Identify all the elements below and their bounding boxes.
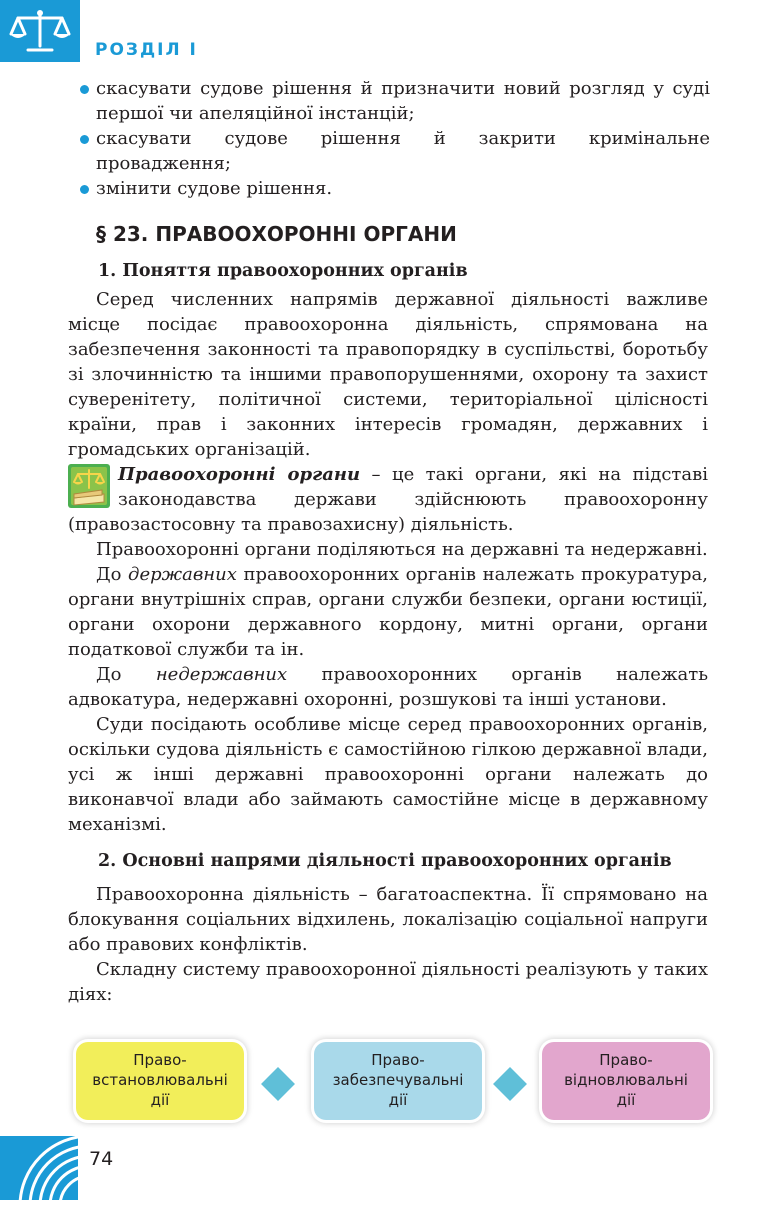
paragraph-text: До xyxy=(96,564,129,585)
diagram-box-line: відновлювальні xyxy=(564,1071,688,1089)
bullet-dot-icon xyxy=(80,85,89,94)
paragraph xyxy=(68,662,708,712)
paragraph-text: До xyxy=(96,664,156,685)
diagram-box xyxy=(542,1042,710,1120)
paragraph: Правоохоронні органи поділяються на державні та недержавні. xyxy=(96,539,708,560)
scales-icon xyxy=(8,8,72,54)
list-item xyxy=(78,76,710,126)
diagram-box-line: дії xyxy=(150,1091,170,1109)
diagram-box-line: дії xyxy=(388,1091,408,1109)
diagram-box xyxy=(314,1042,482,1120)
paragraph: Правоохоронна діяльність – багатоаспектна. Її спрямовано на блокування соціальних відхилень, локалізацію соціальної напруги або правових конфліктів. xyxy=(68,884,708,955)
definition-text: – це такі органи, які на підставі законодавства держави здійснюють правоохоронну (правозастосовну та правозахисну) діяльність. xyxy=(68,464,708,535)
diagram-box-line: Право- xyxy=(599,1051,653,1069)
list-item-text: скасувати судове рішення й закрити кримінальне провадження; xyxy=(96,128,710,174)
page-number: 74 xyxy=(89,1148,114,1170)
bullet-dot-icon xyxy=(80,185,89,194)
subsection-heading: 1. Поняття правоохоронних органів xyxy=(98,261,468,281)
emphasis-text: державних xyxy=(128,564,237,585)
signal-arcs-icon xyxy=(0,1136,78,1200)
diagram-box-line: дії xyxy=(616,1091,636,1109)
definition-block xyxy=(68,462,708,537)
diagram-box-line: забезпечувальні xyxy=(332,1071,464,1089)
activity-diagram xyxy=(66,1038,708,1128)
paragraph-text: правоохоронних органів належать прокуратура, органи внутрішніх справ, органи служби безпеки, органи юстиції, органи охорони державного кордону, митні органи, органи податкової служби та ін. xyxy=(68,564,708,660)
paragraph-text: правоохоронних органів належать адвокатура, недержавні охоронні, розшукові та інші установи. xyxy=(68,664,708,710)
emphasis-text: недержавних xyxy=(155,664,288,685)
paragraph: Складну систему правоохоронної діяльності реалізують у таких діях: xyxy=(68,959,708,1005)
section-header-badge xyxy=(0,0,80,62)
diagram-box-line: встановлювальні xyxy=(92,1071,228,1089)
section-label: РОЗДІЛ І xyxy=(95,40,198,60)
diagram-box xyxy=(76,1042,244,1120)
list-item-text: змінити судове рішення. xyxy=(96,178,333,199)
diagram-box-line: Право- xyxy=(133,1051,187,1069)
footer-badge xyxy=(0,1136,78,1200)
subsection-heading: 2. Основні напрями діяльності правоохоронних органів xyxy=(98,851,672,871)
bullet-list xyxy=(78,76,710,201)
diamond-connector-icon xyxy=(493,1067,527,1101)
paragraph xyxy=(68,562,708,662)
paragraph: Суди посідають особливе місце серед правоохоронних органів, оскільки судова діяльність є самостійною гілкою державної влади, усі ж інші державні правоохоронні органи належать до виконавчої влади або займають самостійне місце в державному механізмі. xyxy=(68,714,708,835)
diagram-box-line: Право- xyxy=(371,1051,425,1069)
list-item-text: скасувати судове рішення й призначити новий розгляд у суді першої чи апеляційної інстанцій; xyxy=(96,78,710,124)
list-item xyxy=(78,176,710,201)
bullet-dot-icon xyxy=(80,135,89,144)
definition-paragraph xyxy=(68,462,708,537)
book-scales-icon xyxy=(68,464,110,508)
list-item xyxy=(78,126,710,176)
diamond-connector-icon xyxy=(261,1067,295,1101)
definition-term: Правоохоронні органи xyxy=(118,464,361,485)
main-content xyxy=(68,259,708,1007)
section-title: § 23. ПРАВООХОРОННІ ОРГАНИ xyxy=(96,222,457,246)
paragraph: Серед численних напрямів державної діяльності важливе місце посідає правоохоронна діяльність, спрямована на забезпечення законності та правопорядку в суспільстві, боротьбу зі злочинністю та іншими правопорушеннями, охорону та захист суверенітету, політичної системи, територіальної цілісності країни, прав і законних інтересів громадян, державних і громадських організацій. xyxy=(68,289,708,460)
